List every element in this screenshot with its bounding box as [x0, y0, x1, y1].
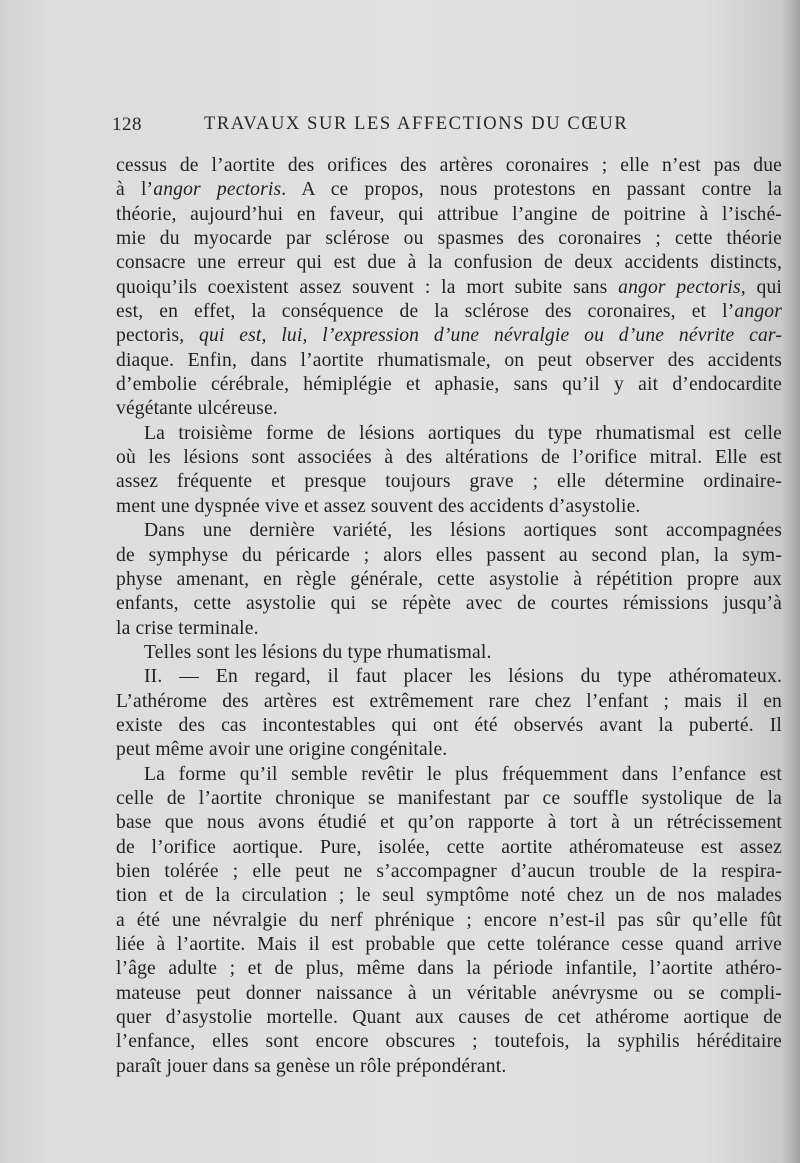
text-line: mateuse peut donner naissance à un véritable anévrysme ou se compli-	[116, 982, 782, 1004]
text-line: de symphyse du péricarde ; alors elles passent au second plan, la sym-	[116, 544, 782, 566]
text-line: où les lésions sont associées à des altérations de l’orifice mitral. Elle est	[116, 447, 782, 469]
text-line: diaque. Enfin, dans l’aortite rhumatismale, on peut observer des accidents	[116, 349, 782, 371]
text-line: a été une névralgie du nerf phrénique ; encore n’est-il pas sûr qu’elle fût	[116, 909, 782, 931]
text-line: enfants, cette asystolie qui se répète avec de courtes rémissions jusqu’à	[116, 593, 782, 615]
text-line: physe amenant, en règle générale, cette asystolie à répétition propre aux	[116, 568, 782, 590]
text-line: assez fréquente et presque toujours grave ; elle détermine ordinaire-	[116, 471, 782, 493]
page-number: 128	[112, 114, 142, 135]
text-line: végétante ulcéreuse.	[116, 398, 278, 420]
text-line: liée à l’aortite. Mais il est probable que cette tolérance cesse quand arrive	[116, 934, 782, 955]
text-line: l’enfance, elles sont encore obscures ; toutefois, la syphilis héréditaire	[116, 1031, 782, 1053]
text-line: la crise terminale.	[116, 617, 259, 639]
text-line: ment une dyspnée vive et assez souvent des accidents d’asystolie.	[116, 495, 641, 517]
text-line: paraît jouer dans sa genèse un rôle prépondérant.	[116, 1055, 507, 1077]
text-line: L’athérome des artères est extrêmement rare chez l’enfant ; mais il en	[116, 690, 782, 712]
text-line: de l’orifice aortique. Pure, isolée, cette aortite athéromateuse est assez	[116, 836, 782, 858]
text-line: d’embolie cérébrale, hémiplégie et aphasie, sans qu’il y ait d’endocardite	[116, 374, 782, 396]
text-line: est, en effet, la conséquence de la sclérose des coronaires, et l’angor	[116, 301, 782, 323]
text-line: cessus de l’aortite des orifices des artères coronaires ; elle n’est pas due	[116, 155, 782, 176]
text-line: La troisième forme de lésions aortiques du type rhumatismal est celle	[144, 422, 782, 444]
text-line: pectoris, qui est, lui, l’expression d’une névralgie ou d’une névrite car-	[116, 325, 782, 347]
text-line: La forme qu’il semble revêtir le plus fréquemment dans l’enfance est	[144, 763, 782, 785]
text-line: à l’angor pectoris. A ce propos, nous protestons en passant contre la	[116, 179, 783, 201]
text-line: l’âge adulte ; et de plus, même dans la période infantile, l’aortite athéro-	[116, 958, 782, 980]
text-line: quer d’asystolie mortelle. Quant aux causes de cet athérome aortique de	[116, 1007, 782, 1029]
text-line: consacre une erreur qui est due à la confusion de deux accidents distincts,	[116, 252, 782, 274]
text-line: tion et de la circulation ; le seul symptôme noté chez un de nos malades	[116, 885, 782, 907]
running-head	[112, 114, 784, 144]
text-line: mie du myocarde par sclérose ou spasmes des coronaires ; cette théorie	[116, 228, 782, 250]
text-line: théorie, aujourd’hui en faveur, qui attribue l’angine de poitrine à l’isché-	[116, 203, 782, 225]
page-edge-shadow	[782, 0, 800, 1163]
body-text	[116, 154, 782, 1079]
text-line: II. — En regard, il faut placer les lésions du type athéromateux.	[144, 666, 782, 688]
running-title: TRAVAUX SUR LES AFFECTIONS DU CŒUR	[204, 114, 629, 134]
text-line: Telles sont les lésions du type rhumatismal.	[144, 641, 492, 663]
text-line: bien tolérée ; elle peut ne s’accompagner d’aucun trouble de la respira-	[116, 860, 782, 882]
text-line: existe des cas incontestables qui ont été observés avant la puberté. Il	[116, 714, 782, 736]
text-line: Dans une dernière variété, les lésions aortiques sont accompagnées	[144, 520, 782, 542]
text-line: celle de l’aortite chronique se manifestant par ce souffle systolique de la	[116, 787, 782, 809]
text-line: base que nous avons étudié et qu’on rapporte à tort à un rétrécissement	[116, 812, 782, 834]
text-line: peut même avoir une origine congénitale.	[116, 739, 448, 761]
text-line: quoiqu’ils coexistent assez souvent : la mort subite sans angor pectoris, qui	[116, 276, 783, 298]
